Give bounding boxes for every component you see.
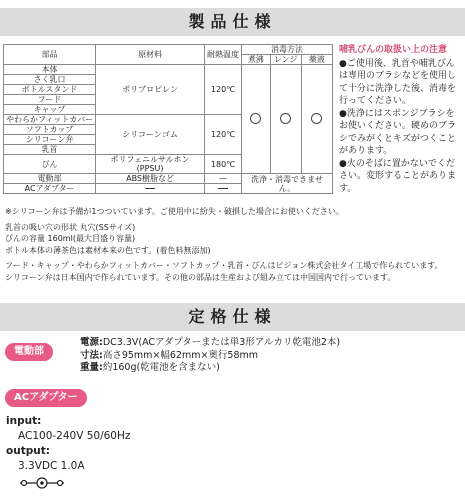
motor-label: 電動部 (5, 343, 53, 361)
part-cell: シリコーン弁 (4, 135, 96, 145)
power-source-label: 電源: (80, 337, 103, 348)
footnotes (5, 206, 463, 283)
header-boil: 煮沸 (242, 55, 271, 65)
output-value: 3.3VDC 1.0A (18, 460, 85, 472)
footnote: びんの容量 160ml(最大目盛り容量) (5, 234, 136, 243)
bottle-notes (339, 44, 463, 195)
ac-adapter-label: ACアダプター (5, 389, 87, 407)
header-range: レンジ (270, 55, 301, 65)
note-item: ●火のそばに置かないでください。変形することがあります。 (339, 158, 457, 194)
ac-specs (6, 414, 130, 474)
power-source: DC3.3V(ACアダプターまたは単3形アルカリ乾電池2本) (102, 337, 341, 348)
power-specs (80, 337, 340, 375)
material-none (96, 184, 205, 194)
note-item: ●洗浄にはスポンジブラシをお使いください。硬めのブラシでみがくとキズがつくことがあります。 (339, 108, 457, 156)
footnote: 乳首の吸い穴の形状 丸穴(SSサイズ) (5, 222, 136, 232)
header-heat: 耐熱温度 (205, 45, 242, 65)
dash-mark (145, 188, 155, 189)
circle-mark (311, 113, 322, 124)
part-cell: やわらかフィットカバー (4, 115, 96, 125)
part-cell: フード (4, 95, 96, 105)
weight-label: 重量: (80, 362, 103, 373)
part-cell: 電動部 (4, 174, 96, 184)
part-cell: ボトルスタンド (4, 85, 96, 95)
part-cell: ソフトカップ (4, 125, 96, 135)
boil-ok (242, 65, 271, 174)
size-label: 寸法: (80, 349, 103, 361)
part-cell: キャップ (4, 105, 96, 115)
heat-silicone: 120℃ (205, 115, 242, 155)
material-pp: ポリプロピレン (96, 65, 205, 115)
weight-value: 約160g(乾電池を含まない) (102, 362, 220, 373)
input-label: input: (6, 415, 42, 427)
polarity-icon (20, 476, 64, 490)
header-chem: 薬液 (301, 55, 332, 65)
note-item: ●ご使用後、乳首や哺乳びんは専用のブラシなどを使用して十分に洗浄した後、消毒を行ってください。 (339, 58, 457, 106)
heat-ppsu: 180℃ (205, 155, 242, 174)
part-cell: 本体 (4, 65, 96, 75)
chem-ok (301, 65, 332, 174)
dash-mark (218, 188, 228, 189)
rating-spec-banner: 定格仕様 (0, 303, 465, 331)
header-sterilize: 消毒方法 (242, 45, 333, 55)
material-ppsu: ポリフェニルサルホン(PPSU) (96, 155, 205, 174)
circle-mark (280, 113, 291, 124)
size-value: 高さ95mm×幅62mm×奥行58mm (102, 349, 259, 361)
footnote: フード・キャップ・やわらかフィットカバー・ソフトカップ・乳首・びんはピジョン株式会社タイ工場で作られています。 (5, 261, 443, 270)
footnote: シリコーン弁は日本国内で作られています。その他の部品は生産および組み立ては中国国内で行っています。 (5, 272, 396, 282)
heat-pp: 120℃ (205, 65, 242, 115)
header-material: 原材料 (96, 45, 205, 65)
material-abs: ABS樹脂など (96, 174, 205, 184)
part-cell: びん (4, 155, 96, 174)
circle-mark (250, 113, 261, 124)
no-wash-note: 洗浄・消毒できません。 (242, 174, 333, 194)
input-value: AC100-240V 50/60Hz (18, 430, 131, 442)
part-cell: 乳首 (4, 145, 96, 155)
notes-title: 哺乳びんの取扱い上の注意 (339, 45, 448, 55)
part-cell: さく乳口 (4, 75, 96, 85)
part-cell: ACアダプター (4, 184, 96, 194)
range-ok (270, 65, 301, 174)
material-silicone: シリコーンゴム (96, 115, 205, 155)
output-label: output: (6, 445, 50, 457)
heat-none (205, 184, 242, 194)
heat-abs: — (205, 174, 242, 184)
footnote: ボトル本体の薄茶色は素材本来の色です。(着色料無添加) (5, 245, 211, 255)
footnote: ※シリコーン弁は予備が1つついています。ご使用中に紛失・破損した場合にお使いください。 (5, 207, 344, 216)
spec-table (3, 44, 333, 194)
header-part: 部品 (4, 45, 96, 65)
product-spec-banner: 製品仕様 (0, 8, 465, 36)
